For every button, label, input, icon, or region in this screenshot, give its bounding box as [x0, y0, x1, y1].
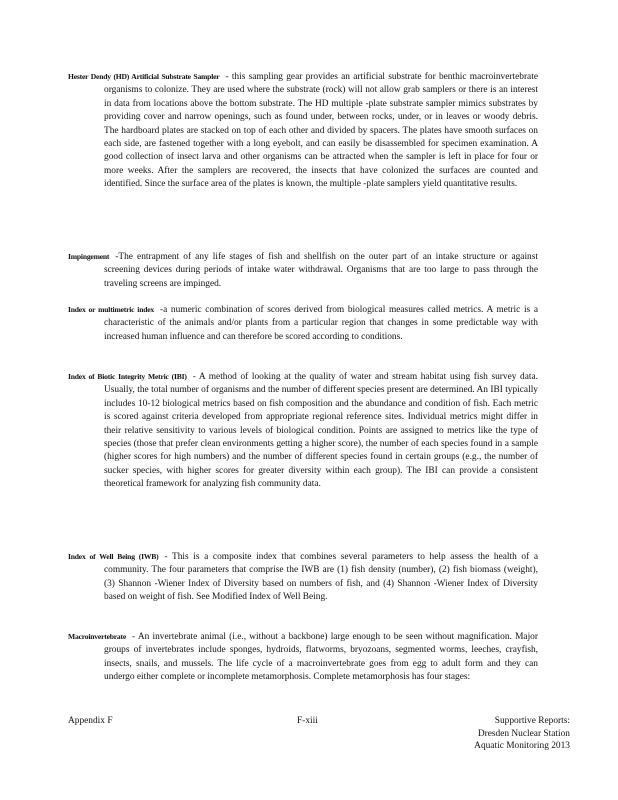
footer-report-line-3: Aquatic Monitoring 2013	[474, 741, 570, 751]
definition-ibi: - A method of looking at the quality of water and stream habitat using fish survey data. Usually, the total number of organisms and the number of different species present are determined. An IBI typically includes 10-12 biological metrics based on fish composition and the abundance and condition of fish. Each metric is scored against criteria developed from appropriate regional reference sites. Individual metrics might differ in their relative sensitivity to various levels of biological condition. Points are assigned to metrics like the type of species (those that prefer clean environments getting a higher score), the number of each species found in a sample (higher scores for high numbers) and the number of different species found in certain groups (e.g., the number of sucker species, with higher scores for greater diversity within each group). The IBI can provide a consistent theoretical framework for analyzing fish community data.	[104, 372, 538, 490]
glossary-entry-impingement	[68, 250, 538, 291]
glossary-entry-macroinvertebrate	[68, 630, 538, 685]
footer-appendix-label: Appendix F	[68, 716, 113, 726]
term-iwb: Index of Well Being (IWB)	[68, 552, 159, 561]
definition-iwb: - This is a composite index that combines several parameters to help assess the health of a community. The four parameters that comprise the IWB are (1) fish density (number), (2) fish biomass (weight), (3) Shannon -Wiener Index of Diversity based on numbers of fish, and (4) Shannon -Wiener Index of Diversity based on weight of fish. See Modified Index of Well Being.	[104, 552, 538, 603]
term-index-multimetric: Index or multimetric index	[68, 305, 155, 314]
term-hester-dendy: Hester Dendy (HD) Artificial Substrate Sampler	[68, 72, 220, 81]
definition-macroinvertebrate: - An invertebrate animal (i.e., without a backbone) large enough to be seen without magnification. Major groups of invertebrates include sponges, hydroids, flatworms, bryozoans, segmented worms, leeches, crayfish, insects, snails, and mussels. The life cycle of a macroinvertebrate goes from egg to adult form and they can undergo either complete or incomplete metamorphosis. Complete metamorphosis has four stages:	[104, 632, 538, 683]
term-macroinvertebrate: Macroinvertebrate	[68, 632, 127, 641]
footer-report-line-2: Dresden Nuclear Station	[477, 728, 570, 739]
term-ibi: Index of Biotic Integrity Metric (IBI)	[68, 372, 187, 381]
definition-hester-dendy: - this sampling gear provides an artificial substrate for benthic macroinvertebrate organisms to colonize. They are used where the substrate (rock) will not allow grab samplers or there is an interest in data from locations above the bottom substrate. The HD multiple -plate substrate sampler mimics substrates by providing cover and narrow openings, such as found under, between rocks, under, or in leaves or woody debris. The hardboard plates are stacked on top of each other and divided by spacers. The plates have smooth surfaces on each side, are fastened together with a long eyebolt, and can easily be disassembled for specimen examination. A good collection of insect larva and other organisms can be attracted when the sampler is left in place for four or more weeks. After the samplers are recovered, the insects that have colonized the surfaces are counted and identified. Since the surface area of the plates is known, the multiple -plate samplers yield quantitative results.	[104, 72, 538, 190]
footer-page-number: F-xiii	[297, 716, 318, 726]
glossary-entry-index-multimetric	[68, 303, 538, 344]
definition-index-multimetric: -a numeric combination of scores derived from biological measures called metrics. A metric is a characteristic of the animals and/or plants from a particular region that changes in some predictable way with increased human influence and can therefore be scored according to conditions.	[104, 305, 538, 342]
glossary-entry-ibi	[68, 370, 538, 492]
glossary-entry-hester-dendy	[68, 70, 538, 192]
footer-report-info	[438, 715, 570, 753]
glossary-entry-iwb	[68, 550, 538, 605]
definition-impingement: -The entrapment of any life stages of fish and shellfish on the outer part of an intake structure or against screening devices during periods of intake water withdrawal. Organisms that are too large to pass through the traveling screens are impinged.	[104, 252, 538, 289]
term-impingement: Impingement	[68, 252, 110, 261]
footer-report-line-1: Supportive Reports:	[494, 716, 570, 726]
